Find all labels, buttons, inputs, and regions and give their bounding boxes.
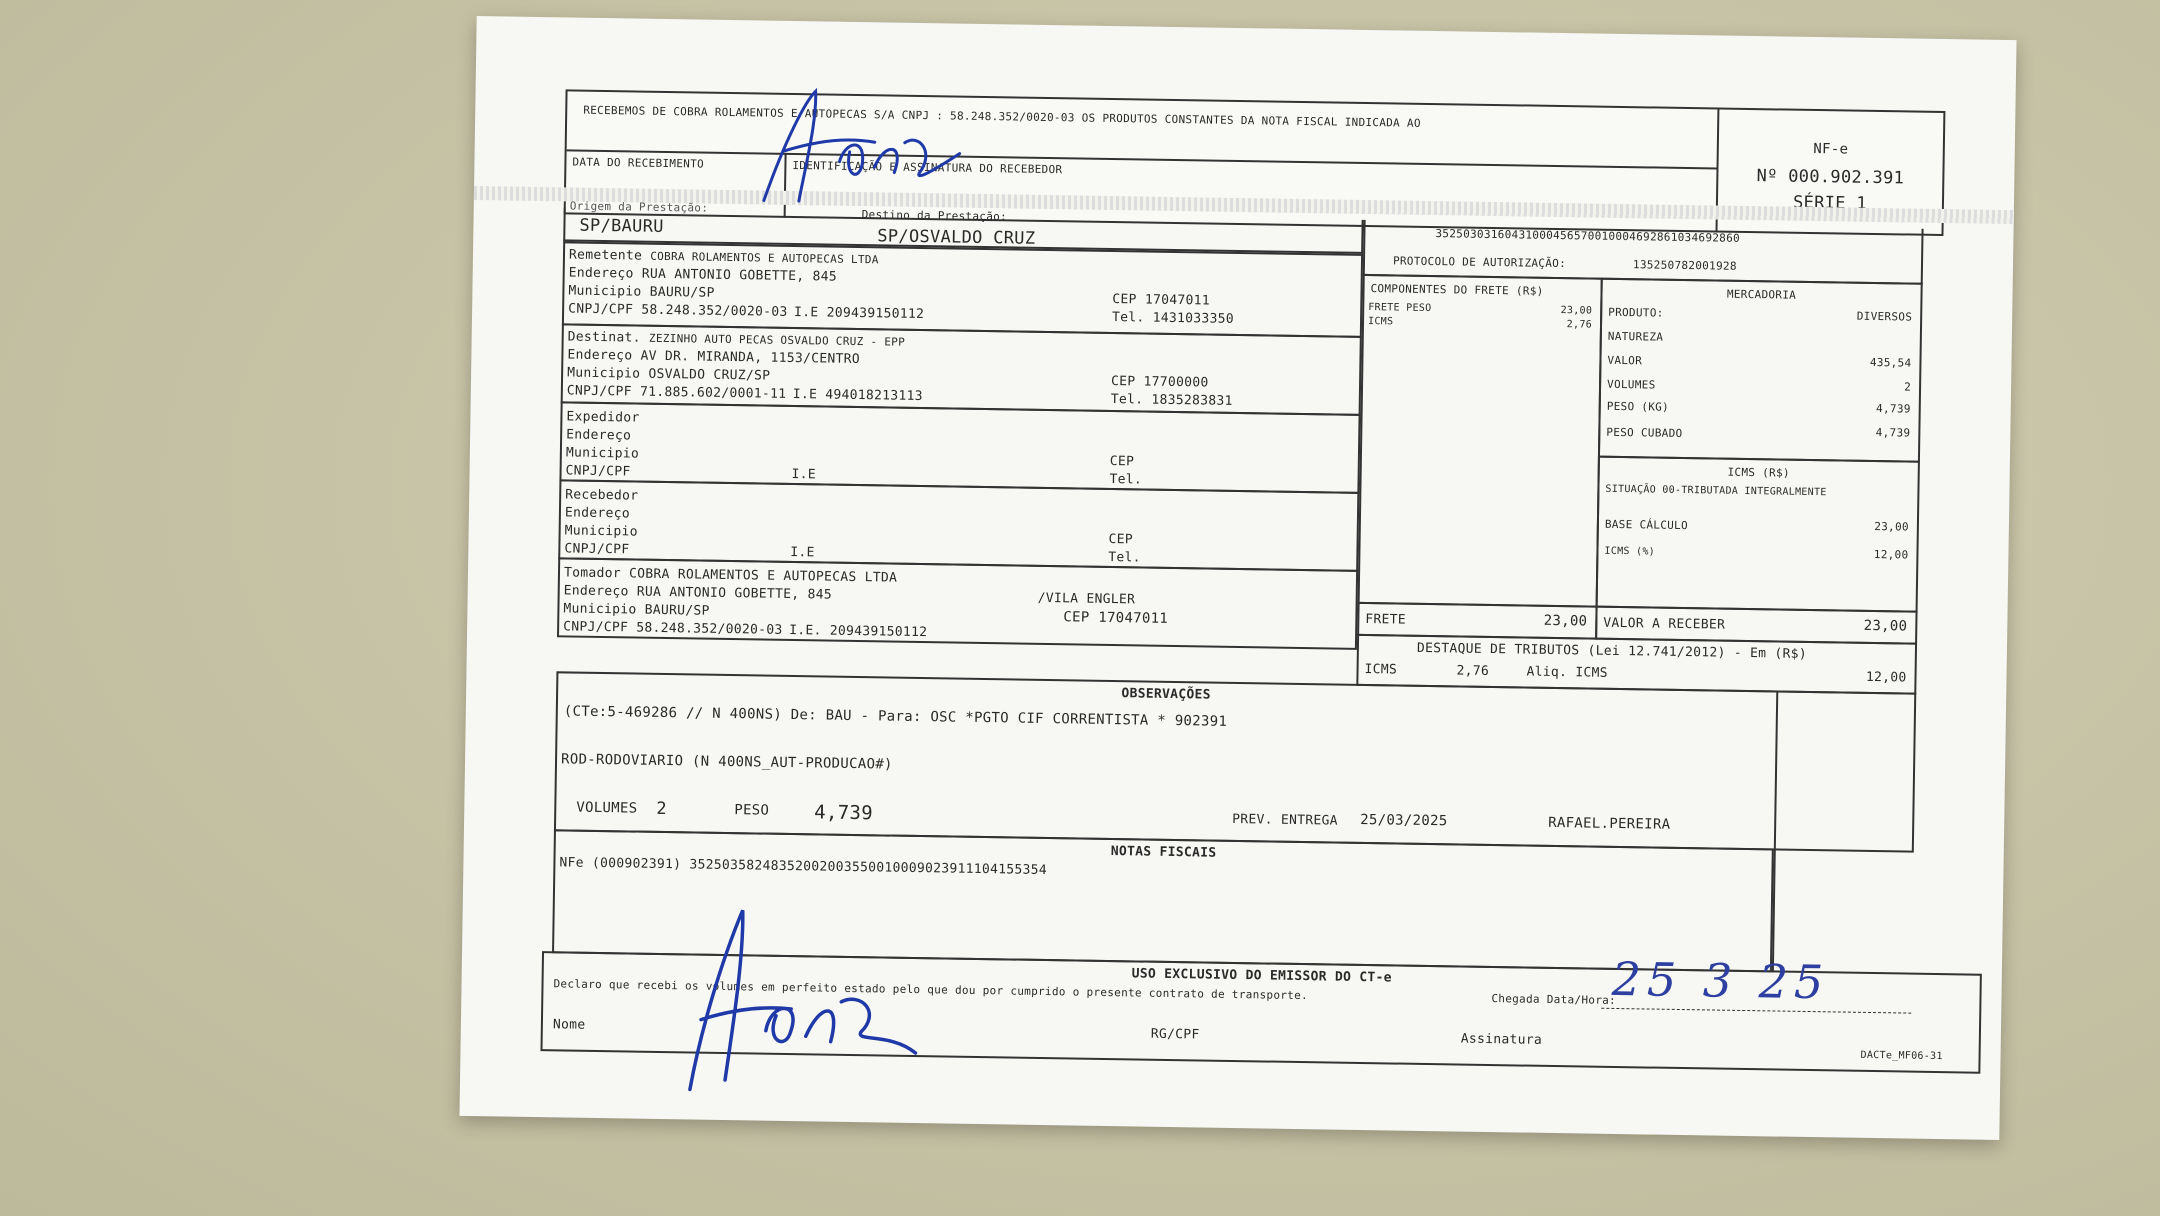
expedidor-cep-label: CEP	[1109, 453, 1135, 470]
tomador-cep: 17047011	[1098, 609, 1169, 627]
expedidor-tel-label: Tel.	[1109, 471, 1143, 488]
remetente-name: COBRA ROLAMENTOS E AUTOPECAS LTDA	[650, 249, 879, 267]
tomador-mun: BAURU/SP	[644, 602, 710, 619]
recebedor-cep-label: CEP	[1108, 531, 1134, 548]
goods-row-label: PRODUTO:	[1608, 305, 1664, 320]
volumes-label: VOLUMES	[576, 799, 638, 817]
remetente-cep: 17047011	[1144, 292, 1211, 309]
receivable-label: VALOR A RECEBER	[1603, 615, 1726, 633]
goods-row-label: VALOR	[1607, 353, 1643, 368]
tomador-district: /VILA ENGLER	[1037, 590, 1136, 608]
freight-item-value: 23,00	[1560, 305, 1593, 317]
remetente-doc-label: CNPJ/CPF	[568, 301, 634, 318]
expedidor-label: Expedidor	[566, 409, 640, 426]
destinatario-name: ZEZINHO AUTO PECAS OSVALDO CRUZ - EPP	[648, 331, 906, 349]
tomador-label: Tomador	[563, 565, 621, 582]
tax-aliq-value: 12,00	[1865, 669, 1907, 686]
goods-row-value: DIVERSOS	[1856, 309, 1913, 324]
remetente-addr-label: Endereço	[568, 265, 634, 282]
nfe-number: Nº 000.902.391	[1756, 166, 1905, 189]
name-label: Nome	[552, 1017, 586, 1033]
invoices-line: NFe (000902391) 35250358248352002003550010009023911104155354	[559, 855, 1048, 879]
dest-value: SP/OSVALDO CRUZ	[877, 226, 1036, 249]
goods-row-label: PESO (KG)	[1606, 399, 1670, 414]
remetente-doc: 58.248.352/0020-03	[641, 302, 788, 320]
recebedor-box	[558, 479, 1359, 572]
nfe-serie: SÉRIE 1	[1792, 192, 1867, 214]
icms-base-label: BASE CÁLCULO	[1604, 517, 1689, 533]
tomador-doc: 58.248.352/0020-03	[636, 620, 783, 638]
dest-label: Destino da Prestação:	[861, 208, 1008, 224]
tomador-ie: 209439150112	[829, 623, 928, 641]
destinatario-doc: 71.885.602/0001-11	[639, 384, 787, 402]
tomador-ie-label: I.E.	[789, 622, 822, 639]
expedidor-mun-label: Municipio	[565, 445, 640, 462]
dacte-document	[459, 16, 2016, 1140]
receipt-signature-label: IDENTIFICAÇÃO E ASSINATURA DO RECEBEDOR	[792, 158, 1063, 177]
expedidor-doc-label: CNPJ/CPF	[565, 463, 631, 480]
recebedor-label: Recebedor	[565, 487, 639, 504]
goods-row-value: 4,739	[1875, 426, 1911, 440]
freight-total-label: FRETE	[1365, 612, 1407, 628]
recebedor-addr-label: Endereço	[564, 505, 631, 522]
destinatario-cep-label: CEP	[1110, 373, 1136, 390]
rg-label: RG/CPF	[1150, 1026, 1200, 1043]
freight-item-label: ICMS	[1367, 316, 1394, 328]
destinatario-tel: 1835283831	[1151, 392, 1233, 409]
destinatario-ie-label: I.E	[792, 386, 818, 403]
expedidor-box	[559, 401, 1360, 494]
destinatario-addr-label: Endereço	[567, 347, 633, 364]
freight-item-label: FRETE PESO	[1368, 302, 1432, 315]
remetente-ie-label: I.E	[793, 304, 819, 321]
goods-row-label: VOLUMES	[1606, 377, 1656, 392]
destinatario-mun-label: Municipio	[567, 365, 641, 382]
remetente-addr: RUA ANTONIO GOBETTE, 845	[641, 266, 837, 285]
freight-components-title: COMPONENTES DO FRETE (R$)	[1370, 282, 1544, 298]
receipt-statement: RECEBEMOS DE COBRA ROLAMENTOS E AUTOPECAS S/A CNPJ : 58.248.352/0020-03 OS PRODUTOS CONSTANTES DA NOTA FISCAL INDICADA AO	[583, 103, 1421, 130]
destinatario-addr: AV DR. MIRANDA, 1153/CENTRO	[640, 348, 861, 368]
prev-entrega-label: PREV. ENTREGA	[1232, 811, 1338, 829]
tomador-addr: RUA ANTONIO GOBETTE, 845	[636, 584, 833, 603]
remetente-label: Remetente	[568, 247, 643, 264]
protocol-value: 135250782001928	[1632, 258, 1737, 273]
receipt-date-label: DATA DO RECEBIMENTO	[572, 155, 705, 171]
remetente-tel-label: Tel.	[1111, 309, 1145, 326]
destinatario-doc-label: CNPJ/CPF	[566, 383, 632, 400]
destinatario-mun: OSVALDO CRUZ/SP	[648, 366, 771, 384]
icms-rate-label: ICMS (%)	[1604, 545, 1656, 558]
operator-name: RAFAEL.PEREIRA	[1548, 814, 1671, 833]
remetente-cep-label: CEP	[1112, 291, 1137, 308]
tax-highlight-title: DESTAQUE DE TRIBUTOS (Lei 12.741/2012) - Em (R$)	[1416, 640, 1808, 662]
arrival-label: Chegada Data/Hora:	[1491, 992, 1617, 1007]
observations-line2: ROD-RODOVIARIO (N 400NS_AUT-PRODUCAO#)	[560, 751, 893, 773]
observations-title: OBSERVAÇÕES	[1121, 686, 1211, 703]
tax-aliq-label: Aliq. ICMS	[1526, 664, 1608, 681]
tomador-doc-label: CNPJ/CPF	[563, 619, 629, 636]
peso-value: 4,739	[814, 801, 874, 825]
volumes-value: 2	[656, 798, 668, 820]
freight-total-value: 23,00	[1543, 612, 1588, 630]
tomador-cep-label: CEP	[1063, 609, 1090, 626]
origin-value: SP/BAURU	[579, 215, 664, 237]
signature-top-icon	[744, 80, 976, 224]
protocol-label: PROTOCOLO DE AUTORIZAÇÃO:	[1392, 254, 1567, 271]
goods-row-label: NATUREZA	[1607, 329, 1664, 344]
signature-bottom-icon	[670, 899, 933, 1103]
invoices-title: NOTAS FISCAIS	[1110, 844, 1217, 861]
destinatario-tel-label: Tel.	[1110, 391, 1144, 408]
goods-row-value: 435,54	[1869, 355, 1912, 370]
recebedor-doc-label: CNPJ/CPF	[564, 541, 630, 558]
sign-label: Assinatura	[1460, 1031, 1543, 1048]
remetente-mun: BAURU/SP	[649, 284, 715, 301]
form-code: DACTe_MF06-31	[1860, 1049, 1943, 1063]
goods-title: MERCADORIA	[1726, 287, 1797, 302]
tax-icms-label: ICMS	[1364, 662, 1398, 678]
icms-rate-value: 12,00	[1873, 547, 1909, 562]
goods-row-value: 4,739	[1876, 402, 1911, 416]
receivable-value: 23,00	[1863, 617, 1908, 635]
destinatario-cep: 17700000	[1143, 374, 1209, 391]
origin-label: Origem da Prestação:	[569, 199, 709, 215]
recebedor-ie-label: I.E	[790, 544, 815, 561]
tax-icms-value: 2,76	[1456, 663, 1490, 679]
observations-line1: (CTe:5-469286 // N 400NS) De: BAU - Para: OSC *PGTO CIF CORRENTISTA * 902391	[563, 703, 1228, 730]
recebedor-mun-label: Municipio	[564, 523, 638, 540]
destinatario-label: Destinat.	[567, 329, 641, 346]
goods-row-value: 2	[1904, 380, 1912, 394]
remetente-tel: 1431033350	[1152, 310, 1235, 327]
prev-entrega-value: 25/03/2025	[1360, 811, 1448, 830]
freight-item-value: 2,76	[1566, 319, 1593, 331]
expedidor-addr-label: Endereço	[566, 427, 632, 444]
destinatario-ie: 494018213113	[825, 387, 923, 405]
arrival-handwritten: 25 3 25	[1611, 951, 1830, 1010]
issuer-title: USO EXCLUSIVO DO EMISSOR DO CT-e	[1131, 966, 1392, 986]
icms-base-value: 23,00	[1874, 519, 1909, 534]
icms-title: ICMS (R$)	[1727, 465, 1790, 480]
icms-situation: SITUAÇÃO 00-TRIBUTADA INTEGRALMENTE	[1605, 483, 1827, 499]
access-key: 35250303160431000456570010004692861034692860	[1435, 227, 1741, 245]
tomador-mun-label: Municipio	[563, 601, 637, 618]
expedidor-ie-label: I.E	[791, 466, 817, 483]
goods-row-label: PESO CUBADO	[1606, 425, 1683, 440]
remetente-ie: 209439150112	[826, 305, 925, 323]
declaration-text: Declaro que recebi os volumes em perfeito estado pelo que dou por cumprido o presente contrato de transporte.	[553, 977, 1309, 1003]
tomador-addr-label: Endereço	[563, 583, 629, 600]
peso-label: PESO	[734, 802, 770, 819]
nfe-label: NF-e	[1813, 140, 1849, 158]
tomador-name: COBRA ROLAMENTOS E AUTOPECAS LTDA	[628, 566, 898, 586]
recebedor-tel-label: Tel.	[1108, 549, 1141, 566]
remetente-mun-label: Municipio	[568, 283, 642, 300]
